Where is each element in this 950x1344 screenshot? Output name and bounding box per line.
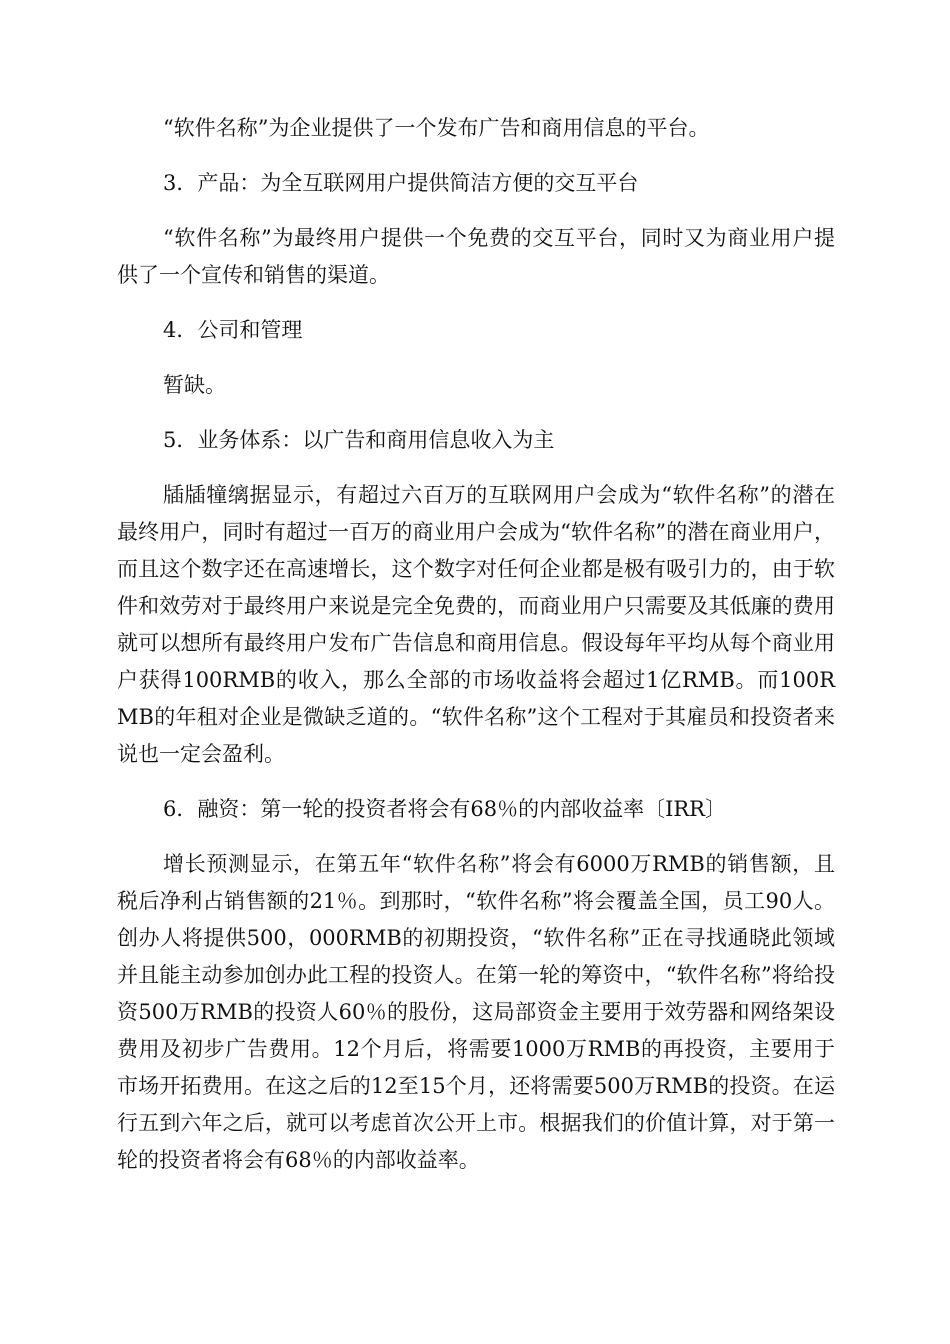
paragraph-platform-intro: “软件名称”为企业提供了一个发布广告和商用信息的平台。 bbox=[163, 116, 710, 140]
section-heading-product: 3．产品：为全互联网用户提供简洁方便的交互平台 bbox=[163, 171, 639, 195]
section-heading-company: 4．公司和管理 bbox=[163, 318, 303, 342]
section-heading-business: 5．业务体系：以广告和商用信息收入为主 bbox=[163, 428, 555, 452]
section-heading-financing: 6．融资：第一轮的投资者将会有68％的内部收益率〔IRR〕 bbox=[163, 797, 726, 821]
paragraph-financing: 增长预测显示，在第五年“软件名称”将会有6000万RMB的销售额，且税后净利占销售额的21％。到那时，“软件名称”将会覆盖全国，员工90人。创办人将提供500，000RMB的初期投资，“软件名称”正在寻找通晓此领域并且能主动参加创办此工程的投资人。在第一轮的筹资中，“软件名称”将给投资500万RMB的投资人60％的股份，这局部资金主要用于效劳器和网络架设费用及初步广告费用。12个月后，将需要1000万RMB的再投资，主要用于市场开拓费用。在这之后的12至15个月，还将需要500万RMB的投资。在运行五到六年之后，就可以考虑首次公开上市。根据我们的价值计算，对于第一轮的投资者将会有68％的内部收益率。 bbox=[117, 852, 835, 1172]
document-body bbox=[117, 110, 835, 1197]
paragraph-business: 牐牐犝缡据显示，有超过六百万的互联网用户会成为“软件名称”的潜在最终用户，同时有超过一百万的商业用户会成为“软件名称”的潜在商业用户，而且这个数字还在高速增长，这个数字对任何企业都是极有吸引力的，由于软件和效劳对于最终用户来说是完全免费的，而商业用户只需要及其低廉的费用就可以想所有最终用户发布广告信息和商用信息。假设每年平均从每个商业用户获得100RMB的收入，那么全部的市场收益将会超过1亿RMB。而100RMB的年租对企业是微缺乏道的。“软件名称”这个工程对于其雇员和投资者来说也一定会盈利。 bbox=[117, 483, 835, 766]
paragraph-company: 暂缺。 bbox=[163, 373, 226, 397]
paragraph-product: “软件名称”为最终用户提供一个免费的交互平台，同时又为商业用户提供了一个宣传和销售的渠道。 bbox=[117, 226, 835, 287]
